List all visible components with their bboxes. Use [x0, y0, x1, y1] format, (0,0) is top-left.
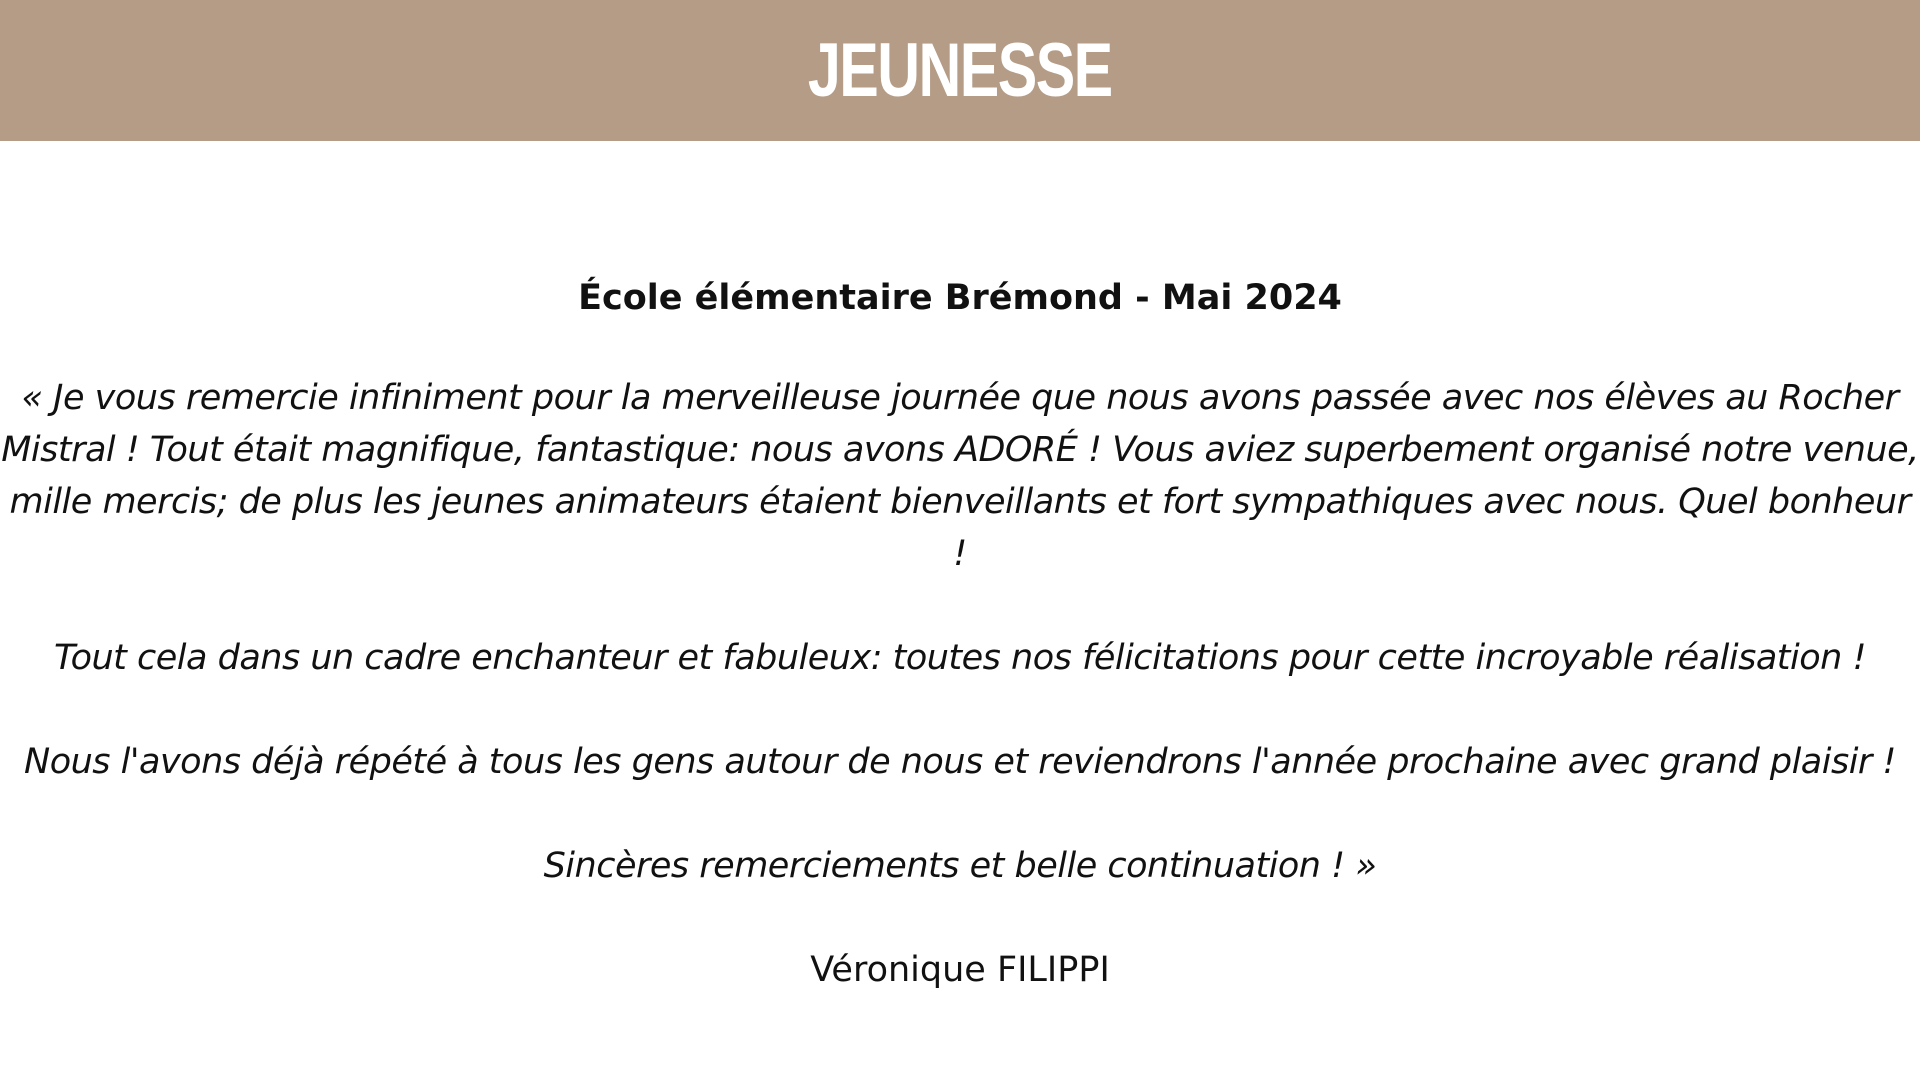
quote-line: Mistral ! Tout était magnifique, fantastique: nous avons ADORÉ ! Vous aviez superbement organisé notre venue,	[1, 430, 1919, 470]
testimonial-heading: École élémentaire Brémond - Mai 2024	[578, 278, 1342, 318]
header-banner	[0, 0, 1920, 141]
quote-paragraph: Nous l'avons déjà répété à tous les gens autour de nous et reviendrons l'année prochaine avec grand plaisir !	[24, 742, 1896, 782]
quote-line: « Je vous remercie infiniment pour la merveilleuse journée que nous avons passée avec nos élèves au Rocher	[21, 378, 1899, 418]
testimonial-quote	[0, 372, 1920, 944]
section-title: JEUNESSE	[808, 27, 1112, 113]
quote-paragraph: Tout cela dans un cadre enchanteur et fabuleux: toutes nos félicitations pour cette incroyable réalisation !	[54, 638, 1866, 678]
quote-line: mille mercis; de plus les jeunes animateurs étaient bienveillants et fort sympathiques avec nous. Quel bonheur !	[9, 482, 1911, 574]
testimonial-signature: Véronique FILIPPI	[810, 950, 1110, 990]
quote-paragraph: Sincères remerciements et belle continuation ! »	[543, 846, 1377, 886]
testimonial-content	[0, 268, 1920, 996]
